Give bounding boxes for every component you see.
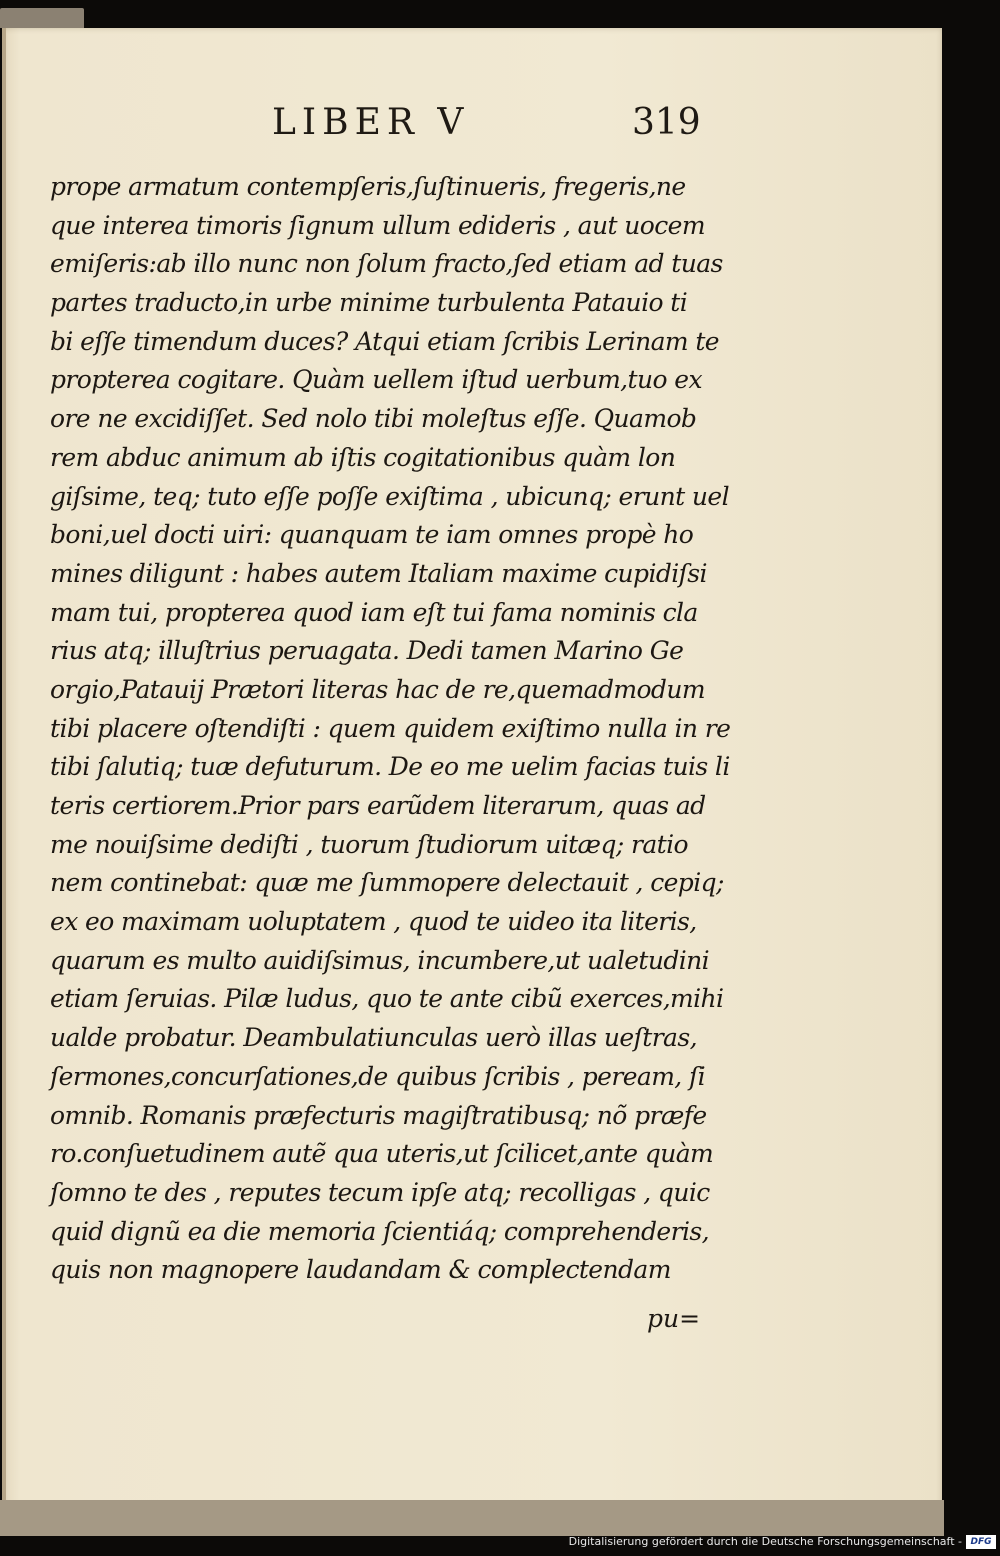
text-line: giſsime, teq; tuto eſſe poſſe exiſtima , ubicunq; erunt uel bbox=[50, 481, 729, 511]
text-line: quarum es multo auidiſsimus, incumbere,ut ualetudini bbox=[50, 945, 710, 975]
catchword: pu= bbox=[647, 1304, 701, 1333]
text-line: bi eſſe timendum duces? Atqui etiam ſcribis Lerinam te bbox=[50, 326, 719, 356]
text-line: quid dignũ ea die memoria ſcientiáq; comprehenderis, bbox=[50, 1216, 709, 1246]
text-line: quis non magnopere laudandam & complectendam bbox=[50, 1255, 671, 1285]
text-line: emiſeris:ab illo nunc non ſolum fracto,ſed etiam ad tuas bbox=[50, 249, 723, 279]
text-line: partes traducto,in urbe minime turbulenta Patauio ti bbox=[50, 288, 688, 318]
text-line: boni,uel docti uiri: quanquam te iam omnes propè ho bbox=[50, 520, 694, 550]
text-line: rius atq; illuſtrius peruagata. Dedi tamen Marino Ge bbox=[50, 636, 684, 666]
text-line: me nouiſsime dediſti , tuorum ſtudiorum uitæq; ratio bbox=[50, 829, 688, 859]
text-line: tibi ſalutiq; tuæ defuturum. De eo me uelim facias tuis li bbox=[50, 752, 730, 782]
text-line: mines diligunt : habes autem Italiam maxime cupidiſsi bbox=[50, 558, 707, 588]
text-line: ualde probatur. Deambulatiunculas uerò illas ueſtras, bbox=[50, 1023, 697, 1053]
text-line: nem continebat: quæ me ſummopere delectauit , cepiq; bbox=[50, 868, 724, 898]
text-line: teris certiorem.Prior pars earũdem literarum, quas ad bbox=[50, 791, 706, 820]
page-header bbox=[2, 102, 942, 162]
binding-strip bbox=[0, 1500, 944, 1536]
text-line: ſermones,concurſationes,de quibus ſcribis , peream, ſi bbox=[50, 1061, 706, 1091]
book-page bbox=[2, 28, 942, 1532]
text-line: rem abduc animum ab iſtis cogitationibus quàm lon bbox=[50, 442, 676, 472]
dfg-logo: DFG bbox=[966, 1535, 996, 1549]
text-line: propterea cogitare. Quàm uellem iſtud uerbum,tuo ex bbox=[50, 365, 702, 395]
running-title: LIBER V bbox=[272, 102, 470, 143]
text-line: ex eo maximam uoluptatem , quod te uideo ita literis, bbox=[50, 907, 697, 937]
body-text bbox=[50, 168, 731, 1290]
digitization-credit: Digitalisierung gefördert durch die Deutsche Forschungsgemeinschaft - bbox=[568, 1535, 962, 1548]
text-line: omnib. Romanis præfecturis magiſtratibusq; nõ præfe bbox=[50, 1100, 707, 1130]
text-line: prope armatum contempſeris,ſuſtinueris, fregeris,ne bbox=[50, 172, 686, 201]
text-line: tibi placere oſtendiſti : quem quidem exiſtimo nulla in re bbox=[50, 713, 731, 743]
text-line: ſomno te des , reputes tecum ipſe atq; recolligas , quic bbox=[50, 1177, 710, 1207]
text-line: ore ne excidiſſet. Sed nolo tibi moleſtus eſſe. Quamob bbox=[50, 404, 697, 434]
text-line: mam tui, propterea quod iam eſt tui fama nominis cla bbox=[50, 597, 698, 627]
text-line: que interea timoris ſignum ullum edideris , aut uocem bbox=[50, 210, 705, 240]
text-line: ro.conſuetudinem autẽ qua uteris,ut ſcilicet,ante quàm bbox=[50, 1139, 714, 1169]
text-line: orgio,Patauij Prætori literas hac de re,quemadmodum bbox=[50, 674, 705, 704]
text-line: etiam ſeruias. Pilæ ludus, quo te ante cibũ exerces,mihi bbox=[50, 984, 724, 1014]
page-edge bbox=[2, 28, 6, 1532]
binding-tab bbox=[0, 8, 84, 28]
page-number: 319 bbox=[632, 102, 701, 143]
